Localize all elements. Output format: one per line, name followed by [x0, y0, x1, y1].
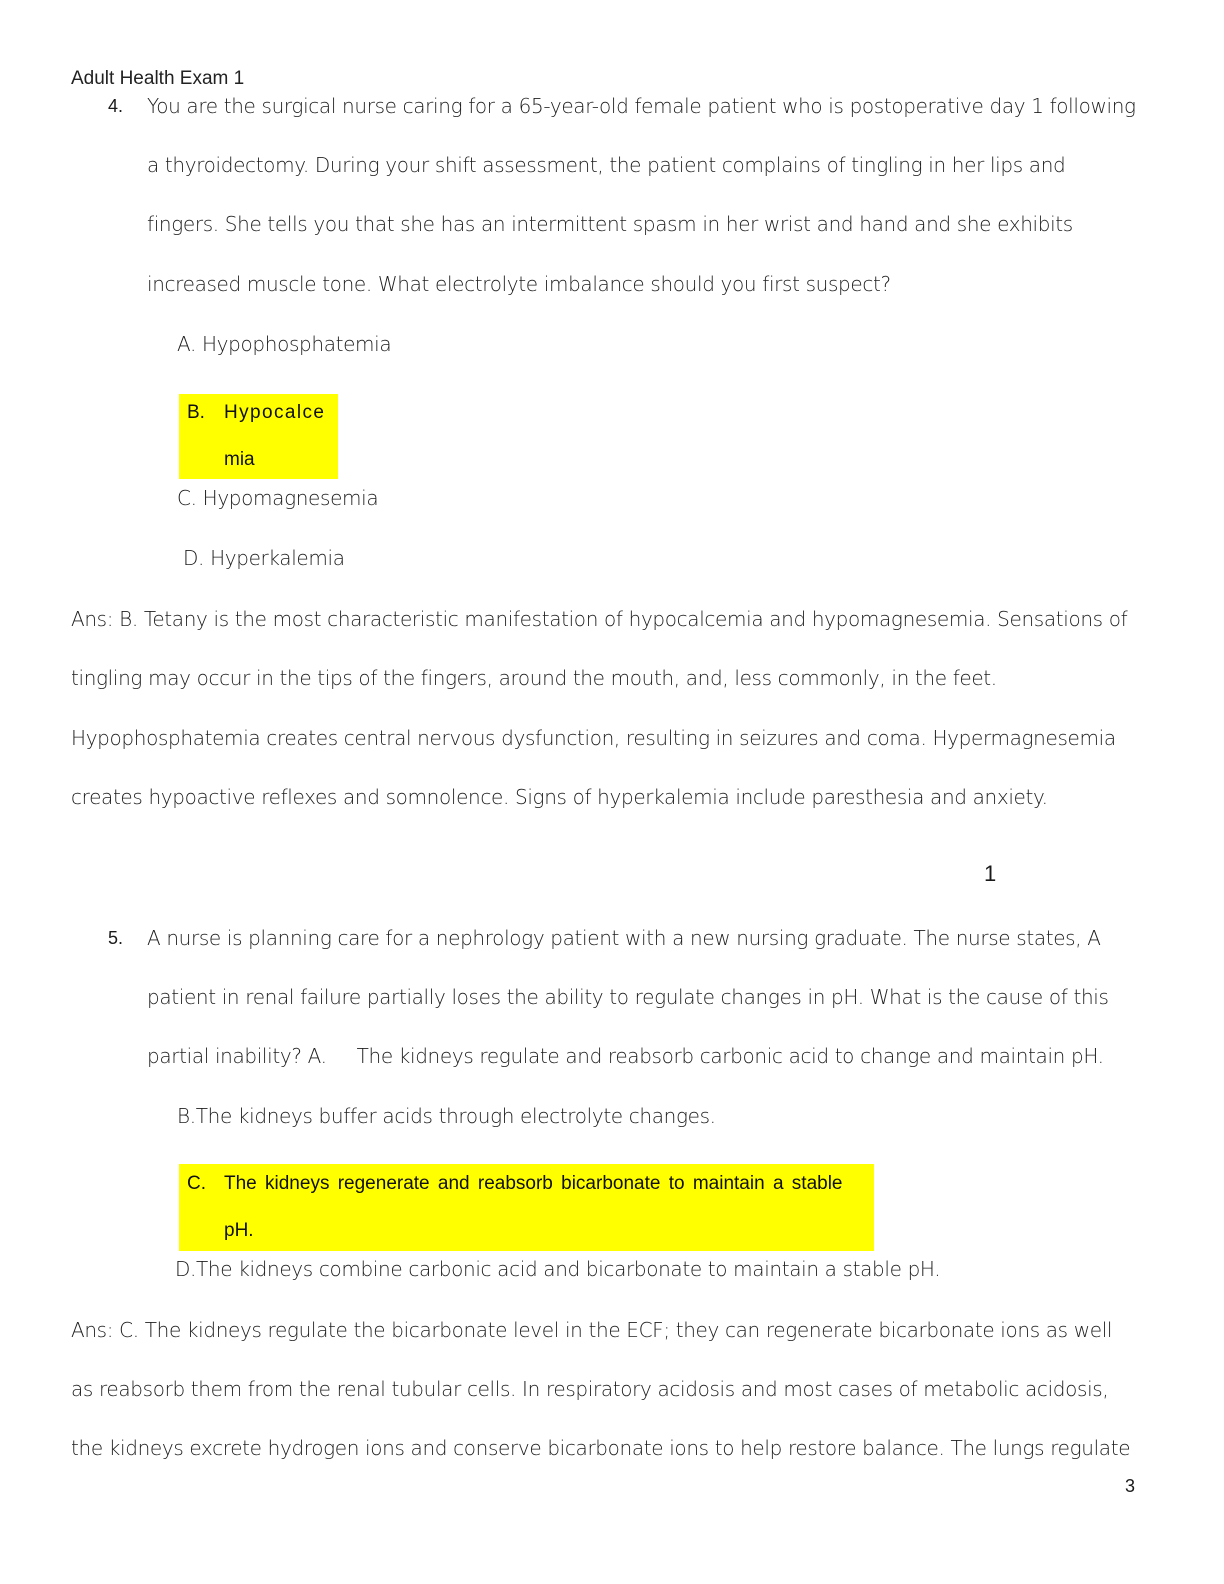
question-4-option-d: D. Hyperkalemia — [183, 546, 345, 570]
page-number: 3 — [1125, 1476, 1136, 1496]
question-number-4: 4. — [108, 96, 124, 116]
question-5-option-c-text-line-1: The kidneys regenerate and reabsorb bicarbonate to maintain a stable — [224, 1173, 843, 1194]
question-4-option-b-text-line-2: mia — [224, 449, 255, 470]
question-5-option-c-letter: C. — [187, 1173, 206, 1194]
question-4-text-line-4: increased muscle tone. What electrolyte imbalance should you first suspect? — [147, 272, 891, 296]
question-5-text-line-3: partial inability? A. The kidneys regulate and reabsorb carbonic acid to change and maintain pH. — [147, 1044, 1104, 1068]
question-4-option-b-letter: B. — [187, 402, 205, 423]
answer-4-line-3: Hypophosphatemia creates central nervous dysfunction, resulting in seizures and coma. Hypermagnesemia — [71, 726, 1116, 750]
question-5-text-line-2: patient in renal failure partially loses the ability to regulate changes in pH. What is the cause of this — [147, 985, 1109, 1009]
question-4-option-a: A. Hypophosphatemia — [177, 332, 392, 356]
question-5-option-b: B.The kidneys buffer acids through electrolyte changes. — [177, 1104, 716, 1128]
question-4-option-c: C. Hypomagnesemia — [177, 486, 379, 510]
answer-5-line-3: the kidneys excrete hydrogen ions and conserve bicarbonate ions to help restore balance. The lungs regulate — [71, 1436, 1131, 1460]
question-5-text-line-1: A nurse is planning care for a nephrology patient with a new nursing graduate. The nurse states, A — [147, 926, 1101, 950]
answer-4-line-1: Ans: B. Tetany is the most characteristic manifestation of hypocalcemia and hypomagnesemia. Sensations of — [71, 607, 1128, 631]
question-4-option-b-text-line-1: Hypocalce — [224, 402, 326, 423]
answer-4-line-2: tingling may occur in the tips of the fingers, around the mouth, and, less commonly, in the feet. — [71, 666, 997, 690]
answer-5-line-2: as reabsorb them from the renal tubular cells. In respiratory acidosis and most cases of metabolic acidosis, — [71, 1377, 1109, 1401]
inner-page-number: 1 — [984, 861, 997, 886]
question-5-option-c-text-line-2: pH. — [224, 1220, 254, 1241]
question-5-option-d: D.The kidneys combine carbonic acid and bicarbonate to maintain a stable pH. — [175, 1257, 941, 1281]
answer-4-line-4: creates hypoactive reflexes and somnolence. Signs of hyperkalemia include paresthesia and anxiety. — [71, 785, 1048, 809]
question-4-text-line-3: fingers. She tells you that she has an intermittent spasm in her wrist and hand and she exhibits — [147, 212, 1073, 236]
answer-5-line-1: Ans: C. The kidneys regulate the bicarbonate level in the ECF; they can regenerate bicarbonate ions as well — [71, 1318, 1113, 1342]
question-4-text-line-1: You are the surgical nurse caring for a 65-year-old female patient who is postoperative day 1 following — [147, 94, 1136, 118]
question-number-5: 5. — [108, 928, 124, 948]
document-header: Adult Health Exam 1 — [71, 68, 245, 89]
question-4-text-line-2: a thyroidectomy. During your shift assessment, the patient complains of tingling in her lips and — [147, 153, 1066, 177]
